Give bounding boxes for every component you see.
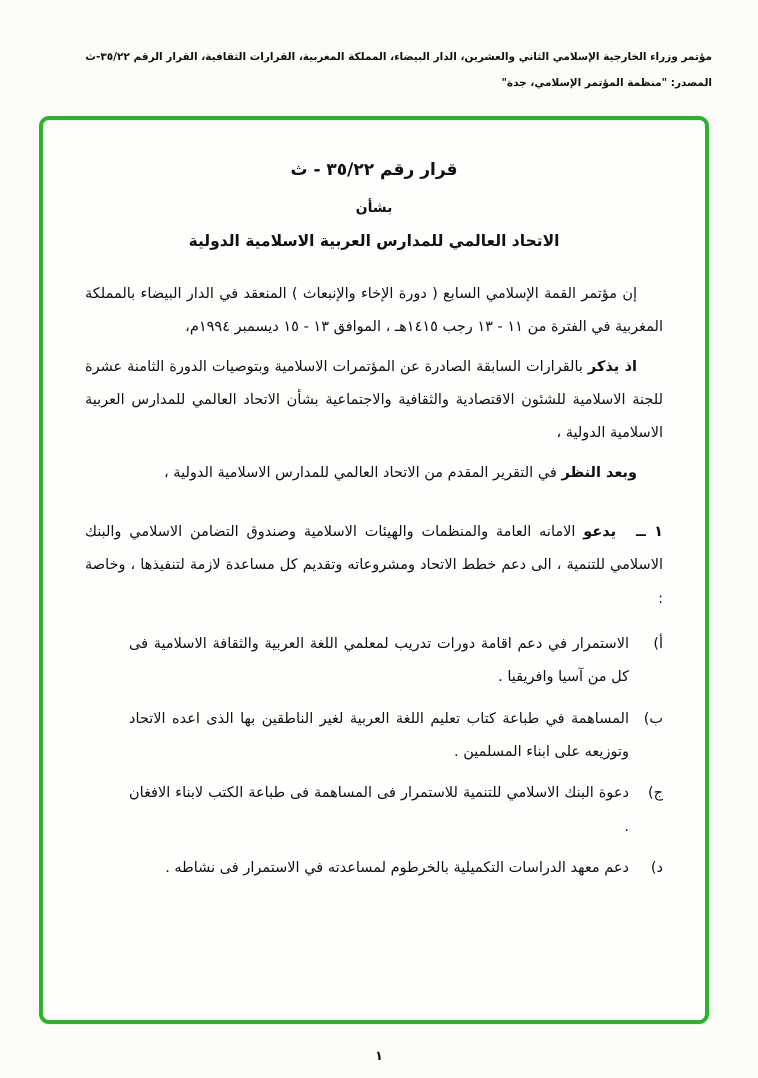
item-1-lead: يدعو xyxy=(583,524,617,541)
subitem-a-text: الاستمرار في دعم اقامة دورات تدريب لمعلمي اللغة العربية والثقافة الاسلامية فى كل من آسيا وافريقيا . xyxy=(129,636,629,686)
header-line-2: المصدر: "منظمة المؤتمر الإسلامي، جدة" xyxy=(501,77,712,90)
subitem-d xyxy=(85,852,663,885)
subitem-d-text: دعم معهد الدراسات التكميلية بالخرطوم لمساعدته في الاستمرار فى نشاطه . xyxy=(165,860,629,877)
header-line-1: مؤتمر وزراء الخارجية الإسلامي الثاني والعشرين، الدار البيضاء، المملكة المغربية، القرارات الثقافية، القرار الرقم ٣٥/٢٢-ث xyxy=(85,51,712,63)
subject-label: بشأن xyxy=(355,200,393,216)
resolution-content xyxy=(43,120,705,1020)
preamble-paragraph xyxy=(85,278,663,345)
document-header xyxy=(46,44,712,97)
item-1-text: الامانه العامة والمنظمات والهيئات الاسلامية وصندوق التضامن الاسلامي والبنك الاسلامي للتنمية ، الى دعم خطط الاتحاد ومشروعاته وتقديم كل مساعدة لازمة لتنفيذها ، وخاصة : xyxy=(85,524,663,607)
considering-paragraph xyxy=(85,457,663,490)
subitem-a-label: أ) xyxy=(653,636,663,653)
subitem-c xyxy=(85,777,663,844)
subitem-a xyxy=(85,628,663,695)
subitem-b xyxy=(85,703,663,770)
subitem-list xyxy=(85,628,663,885)
considering-lead: وبعد النظر xyxy=(561,464,637,481)
subitem-b-text: المساهمة في طباعة كتاب تعليم اللغة العربية لغير الناطقين بها الذى اعده الاتحاد وتوزيعه على ابناء المسلمين . xyxy=(129,710,629,761)
subitem-c-text: دعوة البنك الاسلامي للتنمية للاستمرار فى المساهمة فى طباعة الكتب لابناء الافغان . xyxy=(129,785,629,835)
recalling-text: بالقرارات السابقة الصادرة عن المؤتمرات الاسلامية وبتوصيات الدورة الثامنة عشرة للجنة الاسلامية للشئون الاقتصادية والثقافية والاجتماعية بشأن الاتحاد العالمي للمدارس العربية الاسلامية الدولية ، xyxy=(85,358,663,442)
preamble-text: إن مؤتمر القمة الإسلامي السابع ( دورة الإخاء والإنبعاث ) المنعقد في الدار البيضاء بالمملكة المغربية في الفترة من ١١ - ١٣ رجب ١٤١٥هـ ، الموافق ١٣ - ١٥ ديسمبر ١٩٩٤م، xyxy=(85,286,663,336)
recalling-lead: اذ يذكر xyxy=(587,358,638,375)
green-resolution-frame xyxy=(39,116,709,1024)
page-number: ١ xyxy=(375,1049,383,1064)
recalling-paragraph xyxy=(85,351,663,451)
subitem-d-label: د) xyxy=(650,860,663,877)
considering-text: في التقرير المقدم من الاتحاد العالمي للمدارس الاسلامية الدولية ، xyxy=(164,464,557,481)
operative-item-1 xyxy=(85,516,663,616)
subitem-b-label: ب) xyxy=(643,710,663,727)
resolution-number-title: قرار رقم ٣٥/٢٢ - ث xyxy=(290,160,458,180)
subitem-c-label: ج) xyxy=(647,785,663,802)
subject-title: الاتحاد العالمي للمدارس العربية الاسلامية الدولية xyxy=(188,232,560,250)
item-1-number: ١ ــ xyxy=(635,524,663,541)
